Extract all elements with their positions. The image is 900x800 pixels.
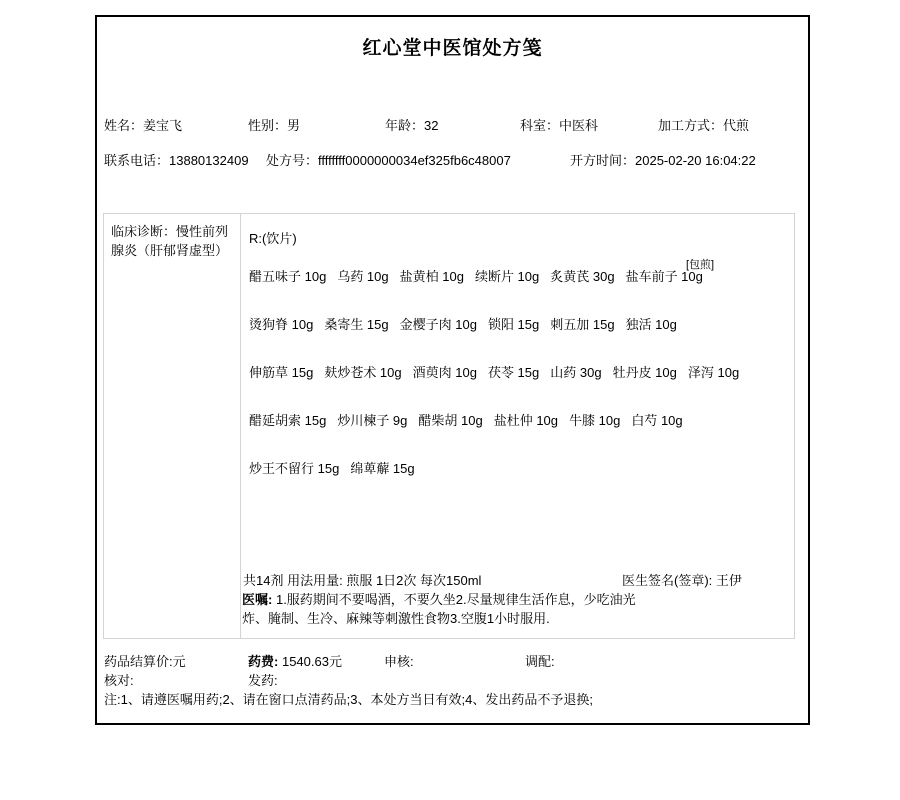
field-department-value: 中医科 [559,118,599,133]
field-name-value: 姜宝飞 [143,118,183,133]
doctor-signature [622,570,742,589]
field-phone-label: 联系电话： [104,153,170,168]
herb-item: 茯苓 15g [487,365,540,380]
field-gender-label: 性别： [248,118,288,133]
field-fee [248,651,342,670]
field-dispense-label: 调配: [525,654,555,669]
herb-line [249,413,779,461]
field-processing-value: 代煎 [723,118,750,133]
herb-item: 盐车前子 10g [625,269,703,284]
herb-item: 续断片 10g [474,269,540,284]
field-age [385,115,438,134]
herb-item: 醋延胡索 15g [249,413,327,428]
field-issue-time-value: 2025-02-20 16:04:22 [635,153,756,168]
footer-note: 注:1、请遵医嘱用药;2、请在窗口点清药品;3、本处方当日有效;4、发出药品不予退换; [104,692,593,707]
herb-item: 独活 10g [625,317,677,332]
herb-item: 酒萸肉 10g [412,365,477,380]
field-fee-label: 药费: [248,654,279,669]
clinical-diagnosis [111,222,233,260]
doctor-advice-text: 1.服药期间不要喝酒，不要久坐2.尽量规律生活作息，少吃油光炸、腌制、生冷、麻辣等刺激性食物3.空腹1小时服用. [242,592,636,626]
field-fee-value: 1540.63元 [281,654,342,669]
herb-item: 炒川楝子 9g [337,413,408,428]
doctor-advice [242,590,648,628]
herb-item: 乌药 10g [337,269,389,284]
herb-item: 白芍 10g [631,413,683,428]
field-check-label: 核对: [104,673,134,688]
herb-item: 山药 30g [550,365,602,380]
usage-label: 用法用量: [287,573,343,588]
field-name-label: 姓名： [104,118,144,133]
field-processing [658,115,749,134]
herb-item: 牡丹皮 10g [612,365,677,380]
herb-line [249,365,779,413]
field-department [520,115,598,134]
field-issue-time-label: 开方时间： [570,153,636,168]
doctor-advice-label: 医嘱: [242,592,273,607]
herb-item: 绵萆薢 15g [350,461,415,476]
doctor-signature-label: 医生签名(签章): [622,573,713,588]
herb-item: 刺五加 15g [550,317,615,332]
herb-item: 金樱子肉 10g [399,317,477,332]
herb-item: 伸筋草 15g [249,365,314,380]
field-rx-number [266,150,511,169]
usage-line [243,570,481,589]
herb-item: 牛膝 10g [569,413,621,428]
page-title: 红心堂中医馆处方笺 [362,38,543,59]
herb-line [249,317,779,365]
herb-item: 炒王不留行 15g [249,461,340,476]
field-settlement-price-label: 药品结算价: [104,654,173,669]
field-check [104,670,134,689]
field-issue-drug-label: 发药: [248,673,278,688]
clinical-diagnosis-label: 临床诊断： [111,224,177,239]
clinical-diagnosis-value: 慢性前列腺炎（肝郁肾虚型） [111,224,229,258]
field-gender [248,115,300,134]
field-review-label: 申核: [384,654,414,669]
field-dispense [525,651,555,670]
herb-item: 盐黄柏 10g [399,269,464,284]
decoction-annotation: [包煎] [686,259,715,271]
field-name [104,115,182,134]
field-settlement-price-value: 元 [172,654,186,669]
herb-item: 桑寄生 15g [324,317,389,332]
herb-item: 烫狗脊 10g [249,317,314,332]
usage-value: 煎服 1日2次 每次150ml [346,573,482,588]
herb-item: 盐杜仲 10g [493,413,559,428]
herb-item: 醋五味子 10g [249,269,327,284]
field-department-label: 科室： [520,118,560,133]
field-issue-drug [248,670,278,689]
herb-item: 泽泻 10g [687,365,740,380]
rx-header: R:(饮片) [249,231,297,246]
herb-item: 锁阳 15g [487,317,540,332]
field-rx-number-value: ffffffff0000000034ef325fb6c48007 [318,153,511,168]
field-age-label: 年龄： [385,118,425,133]
field-processing-label: 加工方式： [658,118,724,133]
field-review [384,651,414,670]
herb-line [249,461,779,509]
doctor-signature-value: 王伊 [715,573,742,588]
field-issue-time [570,150,756,169]
herb-lines [249,269,779,509]
diagnosis-divider [240,213,241,639]
herb-item: 麸炒苍术 10g [324,365,402,380]
herb-item: 醋柴胡 10g [418,413,483,428]
herb-item: 炙黄芪 30g [550,269,615,284]
herb-line [249,269,779,317]
field-phone-value: 13880132409 [169,153,249,168]
total-doses: 共14剂 [243,573,284,588]
field-phone [104,150,249,169]
field-rx-number-label: 处方号： [266,153,319,168]
field-settlement-price [104,651,186,670]
field-age-value: 32 [424,118,439,133]
field-gender-value: 男 [287,118,301,133]
